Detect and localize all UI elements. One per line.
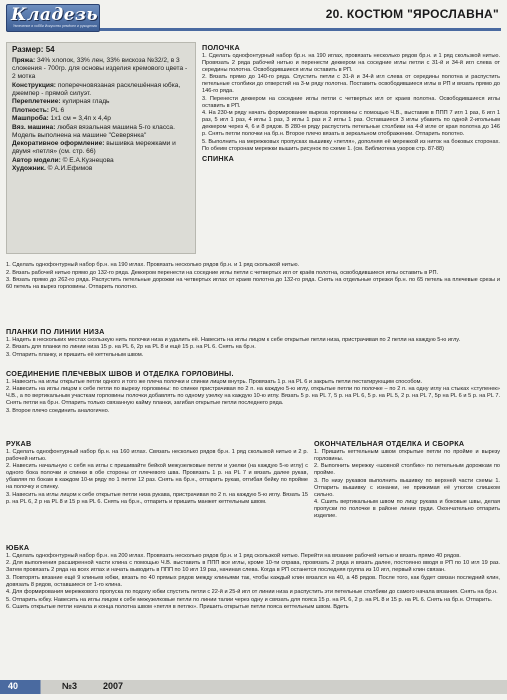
paragraph: 1. Сделать однофонтурный набор бр.н. на 190 иглах, провязать несколько рядов бр.н. и 1 ряд скользкой нитью. Провязать 2 ряда рабочей нитью и перенести деккером на соседние иглы петли с 31-й и 34-й игл слева от середины полотна. Освободившиеся иглы оставить в РП.: [202, 52, 500, 73]
issue-number: №3: [62, 681, 78, 691]
page-number: 40: [8, 681, 19, 691]
paragraph: 3. Перенести деккером на соседние иглы петли с четвертых игл от краев полотна. Освободившиеся иглы оставить в РП.: [202, 95, 500, 109]
paragraph: 1. Навесить на иглы открытые петли одного и того же плеча полочки и спинки лицом внутрь. Провязать 1 р. на PL 6 и закрыть петли пестатирующим способом.: [6, 378, 423, 385]
section-title: ПЛАНКИ ПО ЛИНИИ НИЗА: [6, 327, 105, 336]
paragraph: 3. Вязать прямо до 262-го ряда. Распустить петельные дорожки на четвертых иглах от краев полотна до 132-го ряда. Снять на отдельные отрезки бр.н. по 65 петель на плечевые срезы и 60 петель на вырез горловины. Отпарить полотно.: [6, 277, 500, 290]
paragraph: 2. Выполнить мережку «шовной столбик» по петельным дорожкам по пройме.: [314, 463, 500, 476]
density-spec: Плотность: PL 6: [12, 106, 65, 114]
paragraph: 3. Навесить на иглы лицом к себе открытые петли низа рукава, пристрачивая по 2 п. на каждую 5-ю иглу. Вязать 15 р. на PL 6, 2 р на PL 8 и 15 р на PL 6. Снять на бр.н., отпарить и пришить манжет кеттельным швом.: [6, 491, 308, 505]
gauge-spec: Машпроба: 1х1 см = 3,4п х 4,4р: [12, 115, 111, 123]
page-footer: [0, 676, 507, 700]
paragraph: 2. Вязать рабочей нитью прямо до 132-го ряда. Деккером перенести на соседние иглы петли с четвертых игл от краёв полотна, освободившиеся иглы оставить в РП.: [6, 269, 439, 276]
paragraph: 2. Навесить начальную с себя на иглы с пришивайте бейкой межузелковые петли и узелки (на каждую 5-ю иглу) с одного бока полочки и спинки в обе стороны от плечевого шва. Провязать 1 р. на PL 7 и вязать далее рукав, убавляя по бокам в каждом 10-м ряду по 1 петле 12 раз. Снять на бр.н., отпарить рукав, отгибая бейку по пройме на полочку и спинку.: [6, 463, 308, 490]
paragraph: 1. Сделать однофонтурный набор бр.н. на 160 иглах. Связать несколько рядов бр.н. 1 ряд скользкой нитью и 2 р. рабочей нитью.: [6, 448, 308, 462]
section-title: РУКАВ: [6, 439, 32, 448]
section-title: ПОЛОЧКА: [202, 43, 240, 52]
logo-subtitle: Увлечение и хобби Искусство ремёсел и рукоделия: [13, 24, 97, 28]
logo-text: Кладезь: [11, 5, 99, 25]
yarn-spec: Пряжа: 34% хлопок, 33% лен, 33% вискоза №32/2, в 3 сложения - 700гр. для основы изделия кремового цвета - 2 мотка: [12, 57, 188, 81]
paragraph: 1. Сделать однофонтурный набор бр.н. на 200 иглах. Провязать несколько рядов бр.н. и 1 ряд скользкой нитью. Перейти на вязание рабочей нитью и вязать прямо 40 рядов.: [6, 552, 461, 559]
paragraph: 5. Выполнить на мережковых пропусках вышивку «петля», дополняя её мережкой из ниток на боковых сторонах. По обеим сторонам мережки вышить рисунок по схеме 1. (см. Библиотека узоров стр. 87-88): [202, 138, 500, 152]
hem-section: [6, 326, 500, 359]
magazine-logo: [6, 4, 100, 32]
machine-spec: Вяз. машина: любая вязальная машина 5-го класса. Модель выполнена на машине "Северянка": [12, 123, 175, 139]
construction-spec: Конструкция: поперечновязаная расклешённая юбка, джемпер - прямой силуэт.: [12, 81, 181, 97]
paragraph: 6. Сшить открытые петли начала и конца полотна швом «петля в петлю». Пришить открытые петли пояса кеттельным швом. Вдеть: [6, 604, 349, 610]
front-section: [202, 42, 500, 163]
paragraph: 2. Навесить на иглы лицом к себе петли по вырезу горловины: по спинке пристрачивая по 2 п. на каждую 5-ю иглу, открытые петли по полочке – по 2 п. на одну иглу на стыках «ступенек» Ч.В., а по вертикальным участкам горловины полочки добавлять по одному узелку на каждую 10-ю иглу. Вязать 5 р. на PL 7, 5 р. на PL 6, 5 р. на PL 5, 2 р. на PL 7, 5р на PL 6 и 5 р. на PL 7. Снять петли на бр.н. Отпарить только связанную кайму планки, загибая открытые петли последнего ряда.: [6, 386, 500, 406]
decor-spec: Декоративное оформление: вышивка мережками и двумя «петля» (см. стр. 66): [12, 140, 176, 156]
sleeve-section: [6, 438, 308, 506]
paragraph: 1. Пришить кеттельным швом открытые петли по пройме и вырезу горловины.: [314, 448, 500, 462]
paragraph: 4. На 230-м ряду начать формирование выреза горловины с помощью Ч.В., выставив в ППП 7 игл 1 раз, 6 игл 1 раз, 5 игл 1 раз, 4 иглы 1 раз, 3 иглы 1 раз и 2 иглы 1 раз. Оставшиеся 3 иглы убавить по одной 2-игольным деккером через 4, 6 и 8 рядов. В 280-м ряду распустить петельные столбики на 4-й игле от края полотна до 146 р. Снять петли полочки на бр.н. Второе плечо вязать в зеркальном отображении. Отпарить полотно.: [202, 110, 500, 137]
section-title: СОЕДИНЕНИЕ ПЛЕЧЕВЫХ ШВОВ И ОТДЕЛКА ГОРЛОВИНЫ.: [6, 369, 234, 378]
skirt-section: [6, 542, 500, 612]
paragraph: 3. Второе плечо соединить аналогично.: [6, 407, 110, 414]
header-rule: [100, 28, 501, 31]
artist-credit: Художник. © А.И.Ефимов: [12, 165, 93, 173]
paragraph: 3. Отпарить планку, и пришить её кеттельным швом.: [6, 351, 144, 358]
paragraph: 4. Для формирования мережкового пропуска по подолу юбки спустить петли с 22-й и 25-й игл от линии низа и распустить эти петельные столбики до самого начала вязания. Снять на бр.н.: [6, 589, 498, 595]
paragraph: 2. Вязать прямо до 140-го ряда. Спустить петли с 31-й и 34-й игл слева от середины полотна и распустить петельные столбики до отверстий на 3-м ряду полотна. Поставить освободившиеся иглы в РП и вязать прямо до 146-го ряда.: [202, 74, 500, 94]
weave-spec: Переплетение: кулирная гладь: [12, 98, 110, 106]
paragraph: 3. Повторять вязание ещё 9 клиньев юбки, вязать по 40 прямых рядов между клиньями так, чтобы каждый клин вязался на 40, а 48 рядов. После того, как будет связан последний клин, довязать 8 рядов, оставшиеся от 1-го клина.: [6, 574, 500, 588]
paragraph: 4. Сшить вертикальным швом по лицу рукава и боковые швы, делая пропуски по полочке в районе линии груди. Окончательно отпарить изделие.: [314, 499, 500, 519]
paragraph: 2. Вязать для планки по линии низа 15 р. на PL 6, 2р на PL 8 и ещё 15 р. на PL 6. Снять на бр.н.: [6, 344, 256, 350]
finish-section: [314, 438, 500, 521]
author-credit: Автор модели: © Е.А.Кузнецова: [12, 156, 114, 164]
section-title: ОКОНЧАТЕЛЬНАЯ ОТДЕЛКА И СБОРКА: [314, 439, 465, 448]
paragraph: 3. По низу рукавов выполнить вышивку по верхней части схемы 1. Отпарить вышивку с изнанки, не прижимая её утюгом слишком сильно.: [314, 477, 500, 498]
article-title: 20. КОСТЮМ "ЯРОСЛАВНА": [325, 7, 499, 21]
paragraph: 1. Сделать однофонтурный набор бр.н. на 190 иглах. Провязать несколько рядов бр.н. и 1 ряд скользкой нитью.: [6, 262, 300, 268]
seam-section: [6, 368, 500, 415]
spec-box: [6, 42, 196, 254]
paragraph: 1. Надеть в нескольких местах скользкую нить полочки низа и удалить её. Навесить на иглы лицом к себе открытые петли низа, пристрачивая по 2 петли на каждую 5-ю иглу.: [6, 336, 461, 343]
issue-year: 2007: [103, 681, 124, 691]
size-spec: Размер: 54: [12, 45, 55, 54]
paragraph: 5. Отпарить юбку. Навесить на иглы лицом к себе межузелковые петли по линии талии через одну и связать для пояса 15 р. на PL 6, 2 р. на PL 8 и 15 р. на PL 6. Снять на бр.н. Отпарить.: [6, 596, 493, 603]
section-title: СПИНКА: [202, 153, 235, 163]
section-title: ЮБКА: [6, 543, 30, 552]
back-section: [6, 262, 500, 292]
paragraph: 2. Для выполнения расширенной части клина с помощью Ч.В. выставить в ППП все иглы, кроме 10-ти справа, провязать 2 ряда и вязать далее, постоянно вводя в РП по 10 игл 19 раз. Затем провязать 2 ряда на всех иглах и начать выводить в ППП по 10 игл 19 раз, начиная слева. Когда в РП останется последняя группа из 10 игл, первый клин связан.: [6, 560, 500, 573]
